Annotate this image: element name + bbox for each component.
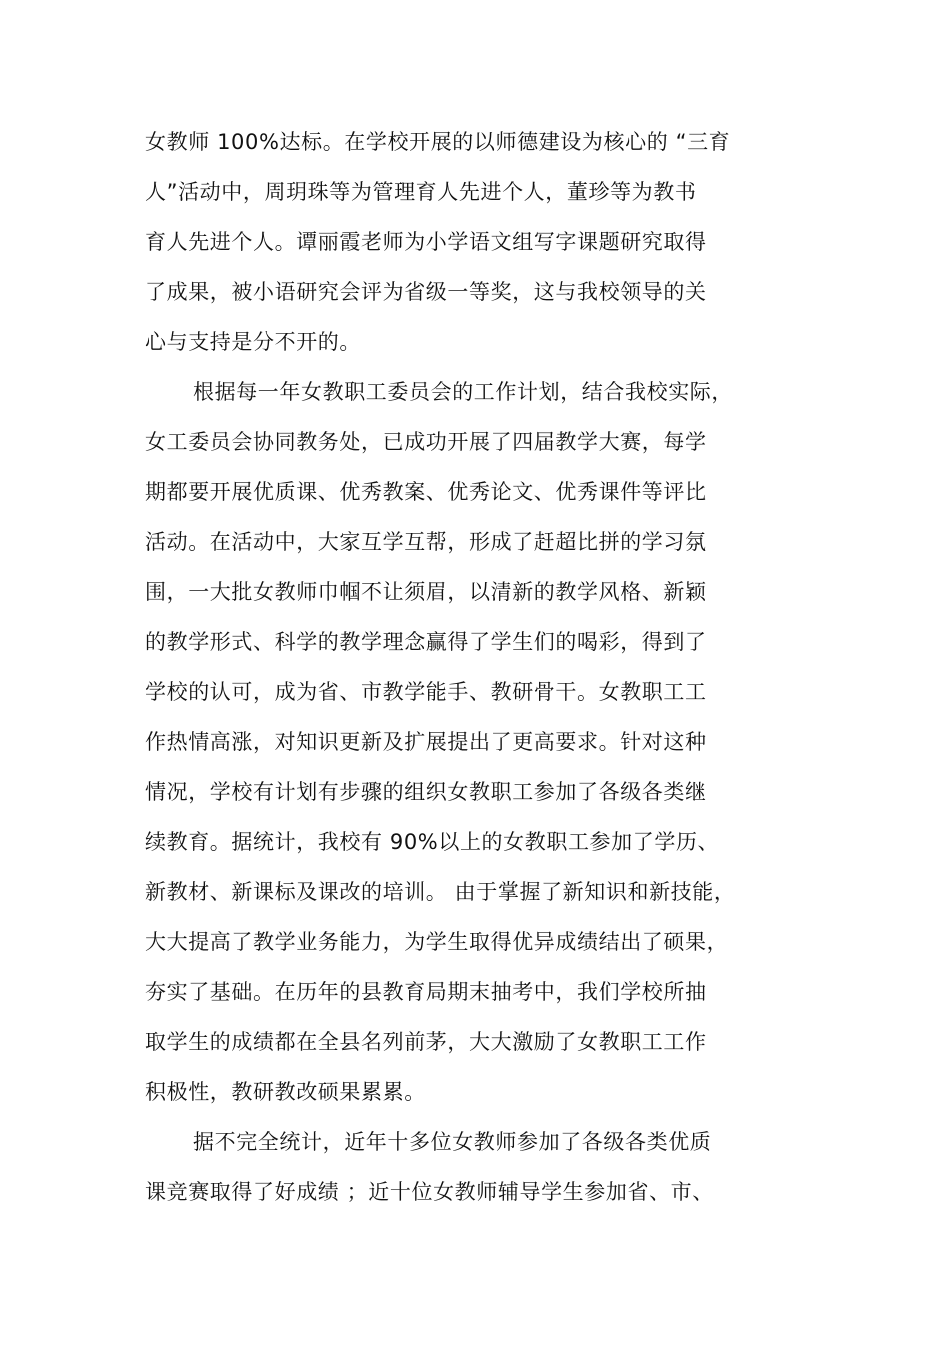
text-line: 期都要开展优质课、优秀教案、优秀论文、优秀课件等评比 [145,480,707,504]
text-line: 续教育。据统计，我校有 90%以上的女教职工参加了学历、 [145,830,720,854]
text-line: 大大提高了教学业务能力，为学生取得优异成绩结出了硕果， [145,930,729,954]
text-line: 新教材、新课标及课改的培训。 由于掌握了新知识和新技能， [145,880,736,904]
text-line: 心与支持是分不开的。 [145,330,361,354]
text-line: 女工委员会协同教务处，已成功开展了四届教学大赛，每学 [145,430,707,454]
text-line: 作热情高涨，对知识更新及扩展提出了更高要求。针对这种 [145,730,707,754]
paragraph-start-line: 据不完全统计，近年十多位女教师参加了各级各类优质 [193,1130,712,1154]
text-line: 学校的认可，成为省、市教学能手、教研骨干。女教职工工 [145,680,707,704]
text-line: 取学生的成绩都在全县名列前茅，大大激励了女教职工工作 [145,1030,707,1054]
text-line: 人”活动中，周玥珠等为管理育人先进个人，董珍等为教书 [145,180,697,204]
paragraph-start-line: 根据每一年女教职工委员会的工作计划，结合我校实际， [193,380,733,404]
text-line: 情况，学校有计划有步骤的组织女教职工参加了各级各类继 [145,780,707,804]
text-line: 了成果，被小语研究会评为省级一等奖，这与我校领导的关 [145,280,707,304]
text-line: 积极性，教研教改硕果累累。 [145,1080,426,1104]
text-line: 夯实了基础。在历年的县教育局期末抽考中，我们学校所抽 [145,980,707,1004]
text-line: 课竞赛取得了好成绩 ；近十位女教师辅导学生参加省、市、 [145,1180,714,1204]
text-line: 活动。在活动中，大家互学互帮，形成了赶超比拼的学习氛 [145,530,707,554]
text-line: 女教师 100%达标。在学校开展的以师德建设为核心的 “三育 [145,130,731,154]
text-line: 的教学形式、科学的教学理念赢得了学生们的喝彩，得到了 [145,630,707,654]
text-line: 围，一大批女教师巾帼不让须眉，以清新的教学风格、新颖 [145,580,707,604]
text-line: 育人先进个人。谭丽霞老师为小学语文组写字课题研究取得 [145,230,707,254]
